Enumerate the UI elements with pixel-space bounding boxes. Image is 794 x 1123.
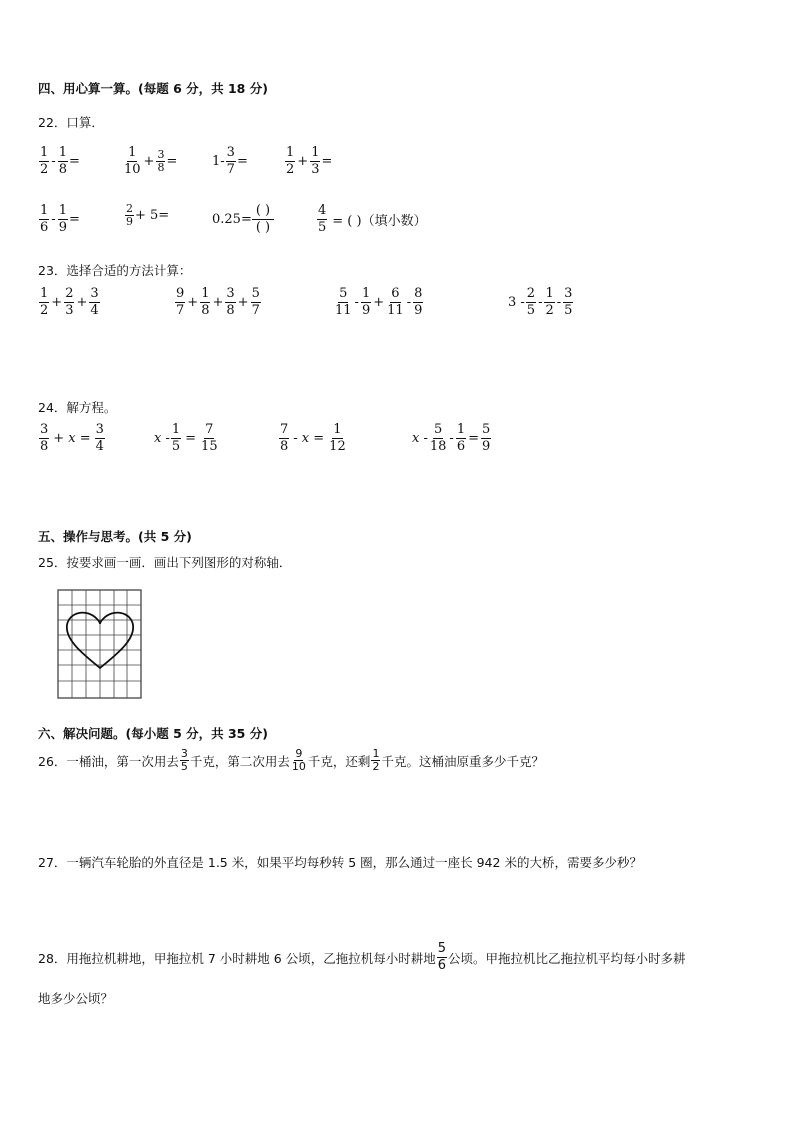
q22-r1c2: $\frac{1}{10}$ + $\frac{3}{8}$ = bbox=[124, 145, 178, 177]
q22-label: 22．口算． bbox=[38, 115, 104, 130]
q23-expr-3: $\frac{5}{11}$ - $\frac{1}{9}$ + $\frac{6}{11}$ - $\frac{8}{9}$ bbox=[335, 286, 423, 318]
q22-r2c2: $\frac{2}{9}$ + 5= bbox=[126, 202, 170, 228]
q26-text: 26．一桶油，第一次用去 $\frac{3}{5}$ 千克，第二次用去 $\frac{9}{10}$ 千克，还剩 $\frac{1}{2}$ 千克。这桶油原重多少千克？ bbox=[38, 747, 544, 773]
q22-r2c4: $\frac{4}{5}$ = ( )（填小数） bbox=[318, 203, 427, 235]
section-4-title: 四、用心算一算。(每题 6 分，共 18 分) bbox=[38, 81, 268, 96]
q22-r1c3: 1- $\frac{3}{7}$ = bbox=[212, 145, 248, 177]
section-5-title: 五、操作与思考。(共 5 分) bbox=[38, 529, 192, 544]
q22-r1c4: $\frac{1}{2}$ + $\frac{1}{3}$ = bbox=[286, 145, 333, 177]
q24-eq-1: $\frac{3}{8}$ + x = $\frac{3}{4}$ bbox=[40, 422, 104, 454]
q23-label: 23．选择合适的方法计算： bbox=[38, 263, 192, 278]
q22-r2c3: 0.25= $\frac{( )}{( )}$ bbox=[212, 203, 274, 236]
q22-r2c1: $\frac{1}{6}$ - $\frac{1}{9}$ = bbox=[40, 203, 80, 235]
q23-expr-2: $\frac{9}{7}$ + $\frac{1}{8}$ + $\frac{3}{8}$ + $\frac{5}{7}$ bbox=[176, 286, 260, 318]
heart-grid-figure bbox=[55, 588, 145, 700]
q23-expr-1: $\frac{1}{2}$ + $\frac{2}{3}$ + $\frac{3}{4}$ bbox=[40, 286, 99, 318]
q24-eq-3: $\frac{7}{8}$ - x = $\frac{1}{12}$ bbox=[280, 422, 346, 454]
q24-eq-4: x - $\frac{5}{18}$ - $\frac{1}{6}$ = $\frac{5}{9}$ bbox=[412, 422, 491, 454]
q25-label: 25．按要求画一画．画出下列图形的对称轴． bbox=[38, 555, 292, 570]
q24-label: 24．解方程。 bbox=[38, 400, 117, 415]
q27-text: 27．一辆汽车轮胎的外直径是 1.5 米，如果平均每秒转 5 圈，那么通过一座长 942 米的大桥，需要多少秒？ bbox=[38, 855, 642, 870]
q22-r1c1: $\frac{1}{2}$ - $\frac{1}{8}$ = bbox=[40, 145, 80, 177]
q28-text-line2: 地多少公顷？ bbox=[38, 991, 114, 1006]
q24-eq-2: x - $\frac{1}{5}$ = $\frac{7}{15}$ bbox=[154, 422, 218, 454]
q23-expr-4: 3 - $\frac{2}{5}$ - $\frac{1}{2}$ - $\frac{3}{5}$ bbox=[508, 286, 573, 318]
q28-text-line1: 28．用拖拉机耕地，甲拖拉机 7 小时耕地 6 公顷，乙拖拉机每小时耕地 $\frac{5}{6}$ 公顷。甲拖拉机比乙拖拉机平均每小时多耕 bbox=[38, 941, 686, 973]
section-6-title: 六、解决问题。(每小题 5 分，共 35 分) bbox=[38, 726, 268, 741]
